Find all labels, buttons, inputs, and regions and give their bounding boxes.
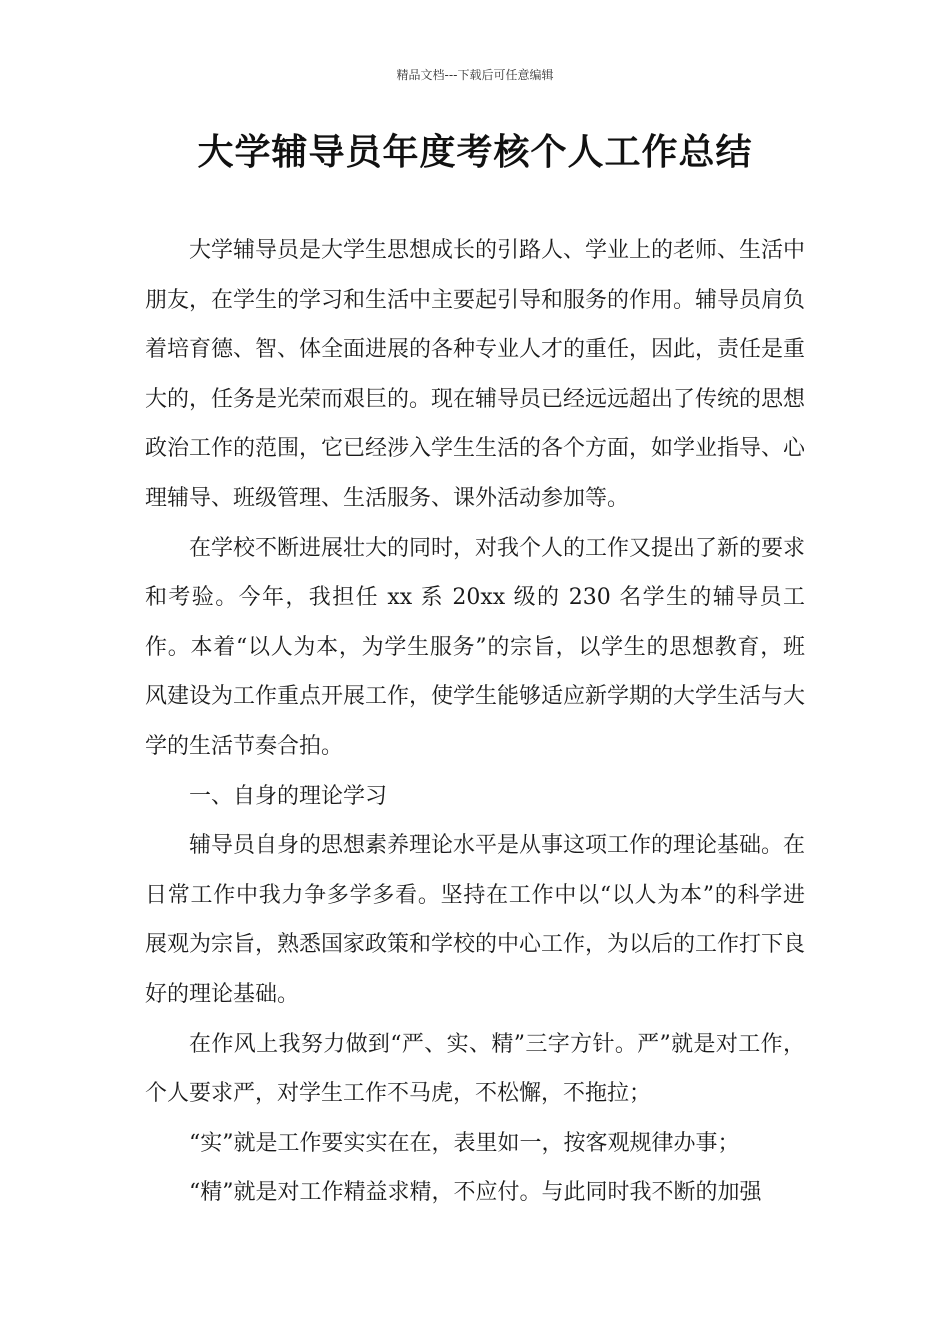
paragraph-theory-study: 辅导员自身的思想素养理论水平是从事这项工作的理论基础。在日常工作中我力争多学多看。坚持在工作中以“以人为本”的科学进展观为宗旨，熟悉国家政策和学校的中心工作，为以后的工作打下良好的理论基础。 (145, 833, 806, 1007)
paragraph-shi: “实”就是工作要实实在在，表里如一，按客观规律办事； (189, 1130, 740, 1156)
document-body (145, 226, 805, 1218)
paragraph-current-work: 在学校不断进展壮大的同时，对我个人的工作又提出了新的要求和考验。今年，我担任 xx 系 20xx 级的 230 名学生的辅导员工作。本着“以人为本，为学生服务”的宗旨，以学生的思想教育，班风建设为工作重点开展工作，使学生能够适应新学期的大学生活与大学的生活节奏合拍。 (145, 535, 806, 759)
paragraph-jing: “精”就是对工作精益求精，不应付。与此同时我不断的加强 (189, 1180, 762, 1206)
header-note: 精品文档---下载后可任意编辑 (396, 68, 554, 82)
paragraph-intro: 大学辅导员是大学生思想成长的引路人、学业上的老师、生活中朋友，在学生的学习和生活中主要起引导和服务的作用。辅导员肩负着培育德、智、体全面进展的各种专业人才的重任，因此，责任是重大的，任务是光荣而艰巨的。现在辅导员已经远远超出了传统的思想政治工作的范围，它已经涉入学生生活的各个方面，如学业指导、心理辅导、班级管理、生活服务、课外活动参加等。 (145, 238, 806, 511)
section-heading-theory-study: 一、自身的理论学习 (189, 783, 388, 809)
document-title: 大学辅导员年度考核个人工作总结 (197, 132, 753, 173)
paragraph-work-style: 在作风上我努力做到“严、实、精”三字方针。严”就是对工作，个人要求严，对学生工作不马虎，不松懈，不拖拉； (145, 1031, 805, 1107)
